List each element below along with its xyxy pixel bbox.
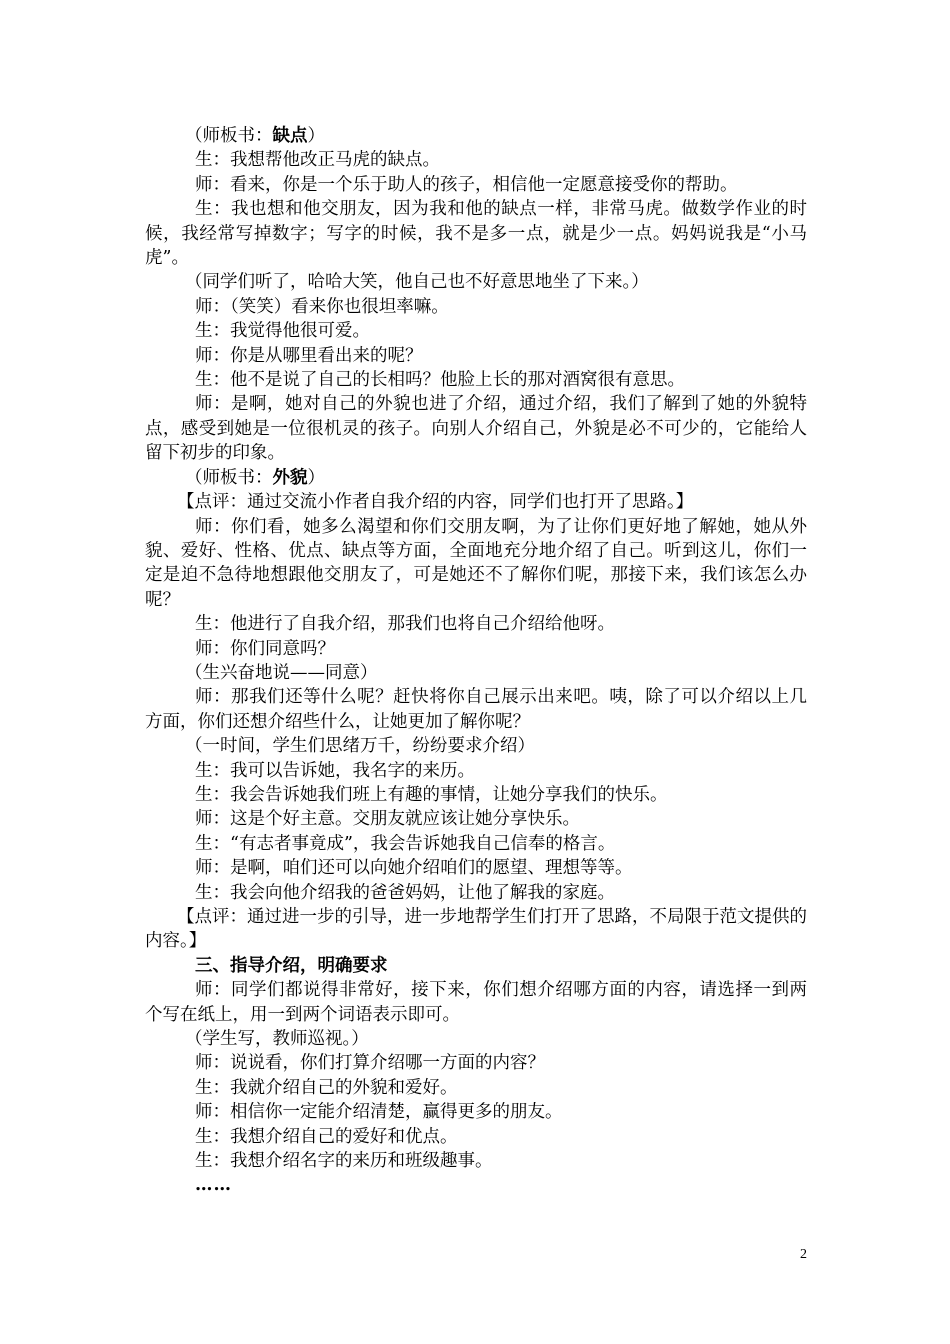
dialogue-paragraph: 师：是啊，她对自己的外貌也进了介绍，通过介绍，我们了解到了她的外貌特点，感受到她是一位很机灵的孩子。向别人介绍自己，外貌是必不可少的，它能给人留下初步的印象。: [145, 394, 807, 464]
ellipsis-line: ……: [195, 1175, 232, 1196]
dialogue-paragraph: 师：看来，你是一个乐于助人的孩子，相信他一定愿意接受你的帮助。: [195, 174, 738, 195]
board-note-suffix: ）: [307, 467, 325, 488]
stage-note: （生兴奋地说——同意）: [185, 662, 378, 683]
dialogue-paragraph: 生：“有志者事竟成”，我会告诉她我自己信奉的格言。: [195, 833, 616, 854]
dialogue-paragraph: 生：我会告诉她我们班上有趣的事情，让她分享我们的快乐。: [195, 784, 668, 805]
document-body: [145, 124, 807, 1198]
stage-note: （学生写，教师巡视。）: [185, 1029, 369, 1050]
comment-paragraph: 【点评：通过交流小作者自我介绍的内容，同学们也打开了思路。】: [177, 492, 694, 513]
dialogue-paragraph: 师：说说看，你们打算介绍哪一方面的内容？: [195, 1053, 545, 1074]
board-note-keyword: 缺点: [272, 126, 308, 146]
dialogue-paragraph: 生：我也想和他交朋友，因为我和他的缺点一样，非常马虎。做数学作业的时候，我经常写掉数字；写字的时候，我不是多一点，就是少一点。妈妈说我是“小马虎”。: [145, 199, 807, 269]
board-note-keyword: 外貌: [272, 467, 308, 488]
section-heading: 三、指导介绍，明确要求: [195, 955, 388, 976]
dialogue-paragraph: 师：那我们还等什么呢？赶快将你自己展示出来吧。咦，除了可以介绍以上几方面，你们还想介绍些什么，让她更加了解你呢？: [145, 687, 807, 732]
dialogue-paragraph: 师：这是个好主意。交朋友就应该让她分享快乐。: [195, 809, 580, 830]
board-note-suffix: ）: [307, 126, 325, 146]
dialogue-paragraph: 生：我想介绍名字的来历和班级趣事。: [195, 1151, 493, 1172]
dialogue-paragraph: 生：我会向他介绍我的爸爸妈妈，让他了解我的家庭。: [195, 882, 615, 903]
dialogue-paragraph: 师：你是从哪里看出来的呢？: [195, 345, 423, 366]
dialogue-paragraph: 生：他进行了自我介绍，那我们也将自己介绍给他呀。: [195, 614, 615, 635]
dialogue-paragraph: 生：我觉得他很可爱。: [195, 321, 370, 342]
page-number: 2: [800, 1247, 807, 1262]
dialogue-paragraph: 生：我想介绍自己的爱好和优点。: [195, 1126, 458, 1147]
dialogue-paragraph: 生：我就介绍自己的外貌和爱好。: [195, 1077, 458, 1098]
board-note: [145, 124, 807, 148]
dialogue-paragraph: 师：是啊，咱们还可以向她介绍咱们的愿望、理想等等。: [195, 858, 633, 879]
comment-paragraph: 【点评：通过进一步的引导，进一步地帮学生们打开了思路，不局限于范文提供的内容。】: [145, 907, 807, 952]
dialogue-paragraph: 师：你们看，她多么渴望和你们交朋友啊，为了让你们更好地了解她，她从外貌、爱好、性格、优点、缺点等方面，全面地充分地介绍了自己。听到这儿，你们一定是迫不急待地想跟他交朋友了，可是她还不了解你们呢，那接下来，我们该怎么办呢？: [145, 516, 807, 610]
dialogue-paragraph: 生：我可以告诉她，我名字的来历。: [195, 760, 475, 781]
dialogue-paragraph: 师：（笑笑）看来你也很坦率嘛。: [195, 296, 449, 317]
stage-note: （同学们听了，哈哈大笑，他自己也不好意思地坐了下来。）: [185, 272, 649, 293]
board-note: [145, 466, 807, 490]
dialogue-paragraph: 师：你们同意吗？: [195, 638, 335, 659]
board-note-prefix: （师板书：: [185, 126, 273, 146]
dialogue-paragraph: 生：他不是说了自己的长相吗？他脸上长的那对酒窝很有意思。: [195, 370, 685, 391]
dialogue-paragraph: 师：相信你一定能介绍清楚，赢得更多的朋友。: [195, 1102, 563, 1123]
board-note-prefix: （师板书：: [185, 467, 273, 488]
dialogue-paragraph: 师：同学们都说得非常好，接下来，你们想介绍哪方面的内容，请选择一到两个写在纸上，用一到两个词语表示即可。: [145, 980, 807, 1025]
stage-note: （一时间，学生们思绪万千，纷纷要求介绍）: [185, 736, 535, 757]
dialogue-paragraph: 生：我想帮他改正马虎的缺点。: [195, 150, 440, 171]
